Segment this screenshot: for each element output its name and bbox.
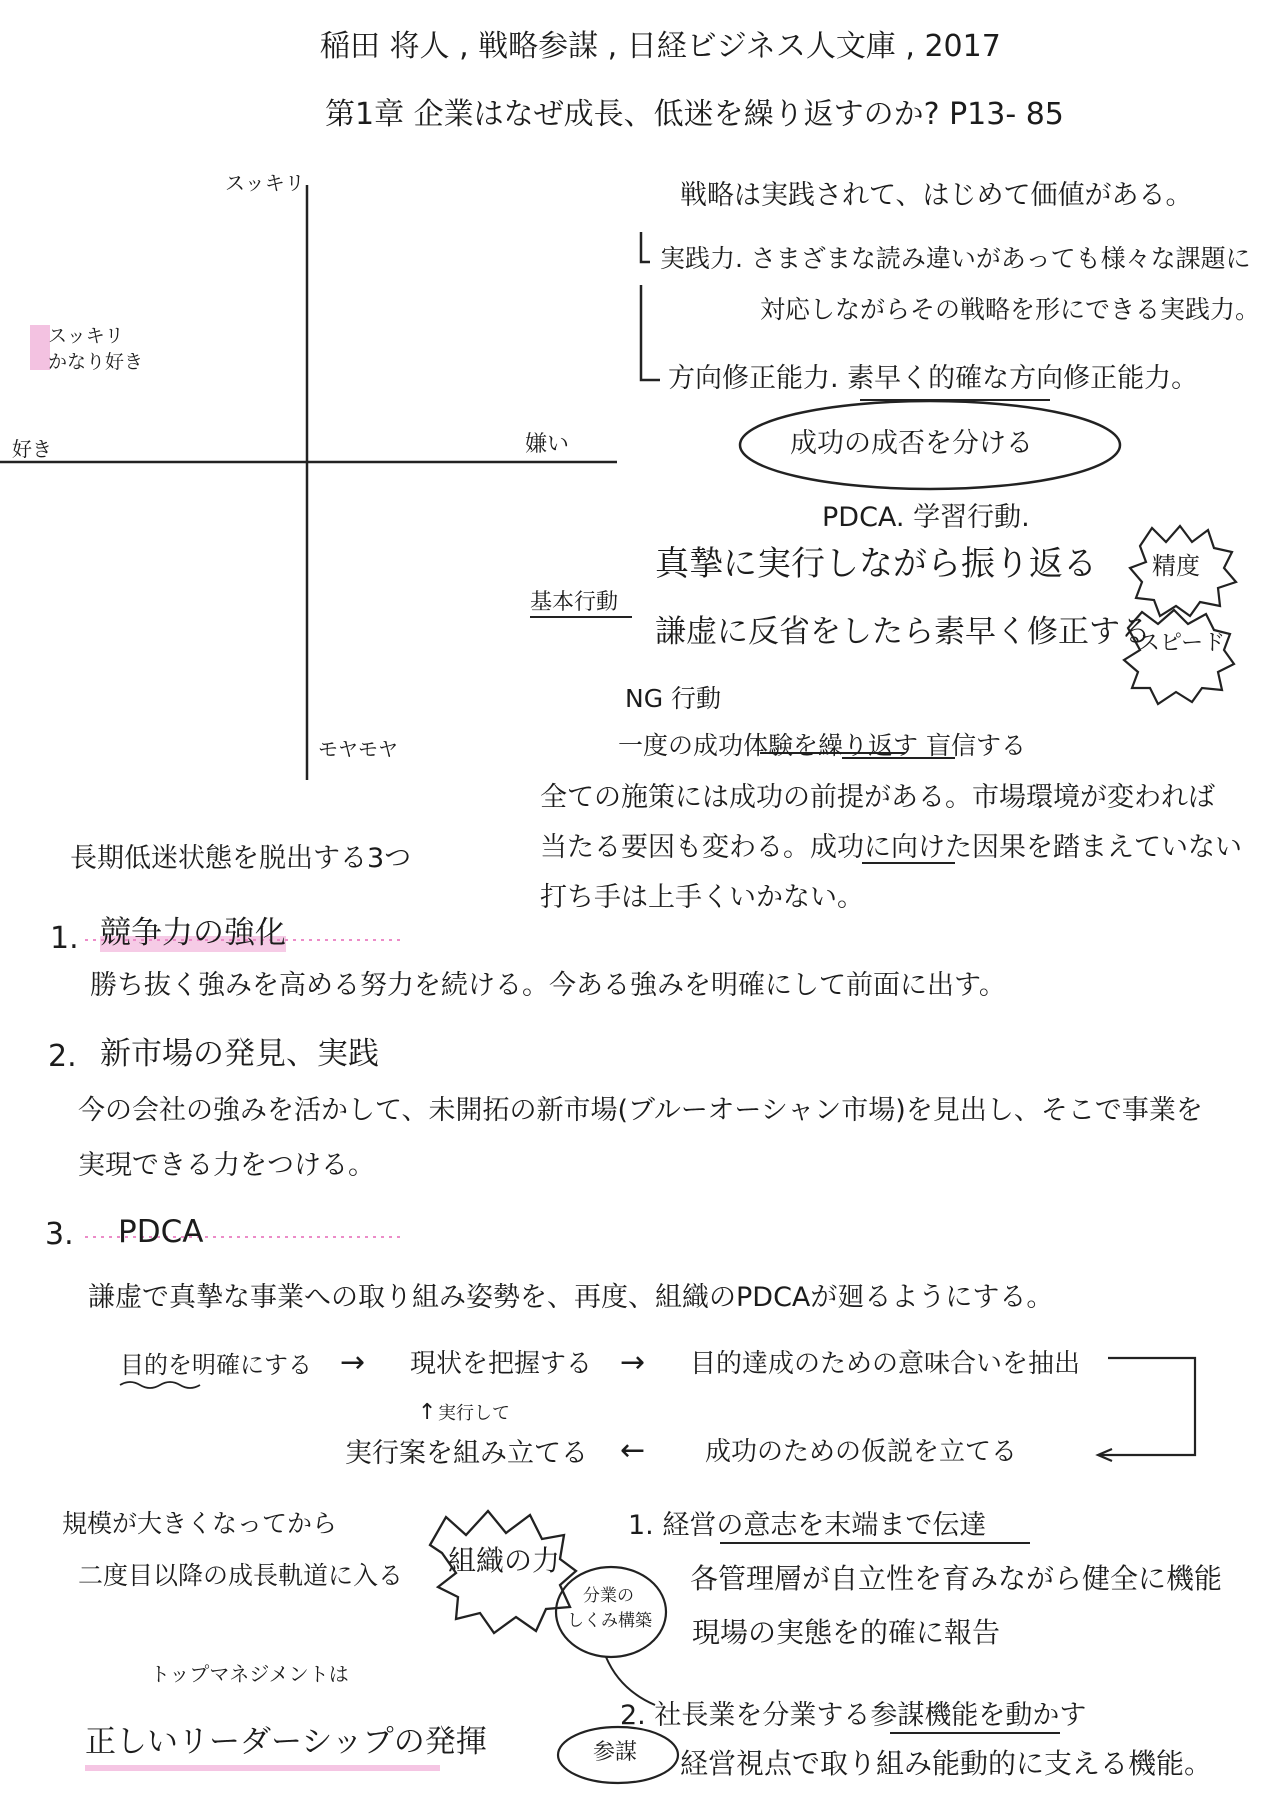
precision-badge: 精度 bbox=[1152, 552, 1200, 580]
org-item2-title: 2. 社長業を分業する参謀機能を動かす bbox=[620, 1700, 1087, 1731]
pdca-learning: PDCA. 学習行動. bbox=[822, 502, 1030, 533]
org-item2-line1: 経営視点で取り組み能動的に支える機能。 bbox=[680, 1747, 1213, 1780]
org-left-line2: 二度目以降の成長軌道に入る bbox=[78, 1561, 404, 1590]
strategy-item1-line2: 対応しながらその戦略を形にできる実践力。 bbox=[760, 295, 1261, 324]
org-burst-text: 組織の力 bbox=[448, 1544, 561, 1577]
pink-marker bbox=[30, 325, 50, 370]
flow-arrow-2: → bbox=[620, 1345, 646, 1380]
flow-arrow-1: → bbox=[340, 1345, 366, 1380]
chapter-title: 第1章 企業はなぜ成長、低迷を繰り返すのか? P13- 85 bbox=[325, 97, 1064, 132]
recovery-item3-title: PDCA bbox=[118, 1214, 204, 1250]
staff-oval-text: 参謀 bbox=[593, 1740, 638, 1765]
recovery-item1-line1: 勝ち抜く強みを高める努力を続ける。今ある強みを明確にして前面に出す。 bbox=[90, 970, 1006, 1001]
org-left-line1: 規模が大きくなってから bbox=[62, 1509, 338, 1538]
speed-badge: スピード bbox=[1138, 631, 1226, 656]
flow-step-extract: 目的達成のための意味合いを抽出 bbox=[690, 1349, 1081, 1379]
basic-action-line1: 真摯に実行しながら振り返る bbox=[655, 544, 1097, 584]
strategy-item2: 方向修正能力. 素早く的確な方向修正能力。 bbox=[668, 363, 1199, 394]
flow-up-arrow: ↑ bbox=[418, 1400, 437, 1425]
flow-loop-bracket bbox=[1100, 1358, 1195, 1455]
citation: 稲田 将人 , 戦略参謀 , 日経ビジネス人文庫 , 2017 bbox=[320, 29, 1001, 64]
recovery-item1-title: 競争力の強化 bbox=[100, 915, 286, 951]
basic-action-label: 基本行動 bbox=[530, 590, 619, 615]
division-oval-line1: 分業の bbox=[583, 1586, 634, 1606]
recovery-item2-num: 2. bbox=[48, 1039, 77, 1074]
quadrant-left-label: 好き bbox=[12, 437, 52, 461]
quadrant-top-label: スッキリ bbox=[225, 171, 305, 195]
ng-para-line1: 全ての施策には成功の前提がある。市場環境が変われば bbox=[540, 782, 1215, 813]
basic-action-line2: 謙虚に反省をしたら素早く修正する bbox=[655, 614, 1151, 650]
recovery-item2-title: 新市場の発見、実践 bbox=[100, 1036, 379, 1072]
org-item1-line2: 現場の実態を的確に報告 bbox=[692, 1616, 1001, 1649]
flow-feedback-note: 実行して bbox=[438, 1403, 510, 1424]
strategy-headline: 戦略は実践されて、はじめて価値がある。 bbox=[680, 180, 1193, 211]
connector-curve bbox=[606, 1657, 655, 1705]
quadrant-bottom-label: モヤモヤ bbox=[318, 737, 398, 761]
recovery-item2-line2: 実現できる力をつける。 bbox=[78, 1150, 375, 1181]
ng-action-line: 一度の成功体験を繰り返す 盲信する bbox=[618, 731, 1026, 760]
quadrant-right-label: 嫌い bbox=[525, 432, 570, 457]
org-item1-line1: 各管理層が自立性を育みながら健全に機能 bbox=[690, 1562, 1223, 1595]
marker-label-2: かなり好き bbox=[48, 351, 144, 373]
ng-para-line3: 打ち手は上手くいかない。 bbox=[540, 882, 864, 913]
flow-step-purpose: 目的を明確にする bbox=[120, 1351, 312, 1379]
recovery-item1-num: 1. bbox=[50, 921, 79, 956]
ng-para-line2: 当たる要因も変わる。成功に向けた因果を踏まえていない bbox=[540, 832, 1242, 863]
recovery-title: 長期低迷状態を脱出する3つ bbox=[70, 843, 412, 874]
marker-label-1: スッキリ bbox=[48, 325, 124, 347]
top-management-label: トップマネジメントは bbox=[150, 1662, 349, 1686]
top-management-main: 正しいリーダーシップの発揮 bbox=[85, 1724, 487, 1760]
division-oval-line2: しくみ構築 bbox=[567, 1611, 652, 1631]
recovery-item3-num: 3. bbox=[45, 1217, 74, 1252]
success-bubble-text: 成功の成否を分ける bbox=[790, 428, 1033, 459]
strategy-item1-line1: 実践力. さまざまな読み違いがあっても様々な課題に bbox=[660, 244, 1251, 273]
ng-action-label: NG 行動 bbox=[625, 684, 722, 713]
recovery-item3-line1: 謙虚で真摯な事業への取り組み姿勢を、再度、組織のPDCAが廻るようにする。 bbox=[88, 1282, 1054, 1313]
strategy-bracket bbox=[641, 232, 660, 380]
flow-arrow-3: ← bbox=[620, 1433, 646, 1468]
flow-step-current: 現状を把握する bbox=[410, 1349, 593, 1379]
flow-step-plan: 実行案を組み立てる bbox=[345, 1438, 588, 1469]
org-item1-title: 1. 経営の意志を末端まで伝達 bbox=[628, 1510, 987, 1541]
recovery-item2-line1: 今の会社の強みを活かして、未開拓の新市場(ブルーオーシャン市場)を見出し、そこで事業を bbox=[78, 1095, 1203, 1126]
wavy-underline-purpose bbox=[120, 1382, 200, 1388]
flow-step-hypothesis: 成功のための仮説を立てる bbox=[705, 1437, 1018, 1467]
